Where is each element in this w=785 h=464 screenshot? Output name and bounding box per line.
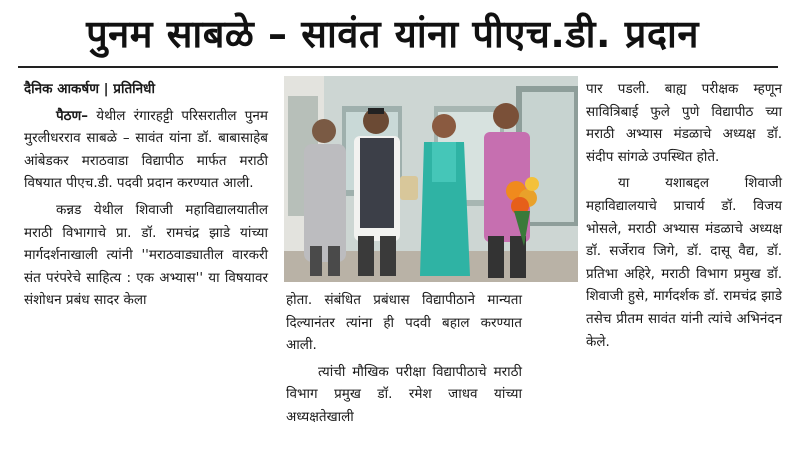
paragraph-1: [24, 105, 268, 195]
article-column-3: [586, 78, 782, 357]
article-column-1: [24, 78, 268, 316]
paragraph-2: कन्नड येथील शिवाजी महाविद्यालयातील मराठी विभागाचे प्रा. डॉ. रामचंद्र झाडे यांच्या मार्गदर्शनाखाली त्यांनी ''मराठवाड्यातील वारकरी संत परंपरेचे साहित्य : एक अभ्यास'' या विषयावर संशोधन प्रबंध सादर केला: [24, 201, 268, 309]
paragraph-5: पार पडली. बाह्य परीक्षक म्हणून सावित्रिबाई फुले पुणे विद्यापीठ च्या मराठी अभ्यास मंडळाचे अध्यक्ष डॉ. संदीप सांगळे उपस्थित होते.: [586, 81, 782, 165]
paragraph-1-text: येथील रंगारहट्टी परिसरातील पुनम मुरलीधरराव साबळे – सावंत यांना डॉ. बाबासाहेब आंबेडकर मराठवाडा विद्यापीठ मार्फत मराठी विषयात पीएच.डी. पदवी प्रदान करण्यात आली.: [24, 107, 268, 192]
article-column-2: [286, 289, 522, 433]
headline: पुनम साबळे – सावंत यांना पीएच.डी. प्रदान: [86, 12, 699, 56]
headline-rule: [18, 66, 778, 68]
paragraph-4: त्यांची मौखिक परीक्षा विद्यापीठाचे मराठी विभाग प्रमुख डॉ. रमेश जाधव यांच्या अध्यक्षतेखाली: [286, 363, 522, 425]
paragraph-6: या यशाबद्दल शिवाजी महाविद्यालयाचे प्राचार्य डॉ. विजय भोसले, मराठी अभ्यास मंडळाचे अध्यक्ष डॉ. सर्जेराव जिगे, डॉ. दासू वैद्य, डॉ. प्रतिभा अहिरे, मराठी विभाग प्रमुख डॉ. शिवाजी हुसे, मार्गदर्शक डॉ. रामचंद्र झाडे तसेच प्रीतम सावंत यांनी त्यांचे अभिनंदन केले.: [586, 175, 782, 350]
news-photo: [284, 76, 578, 282]
byline: दैनिक आकर्षण | प्रतिनिधी: [24, 81, 155, 97]
paragraph-3: होता. संबंधित प्रबंधास विद्यापीठाने मान्यता दिल्यानंतर त्यांना ही पदवी बहाल करण्यात आली.: [286, 292, 522, 354]
photo-illustration: [284, 76, 578, 282]
dateline-place: पैठण–: [56, 107, 89, 124]
